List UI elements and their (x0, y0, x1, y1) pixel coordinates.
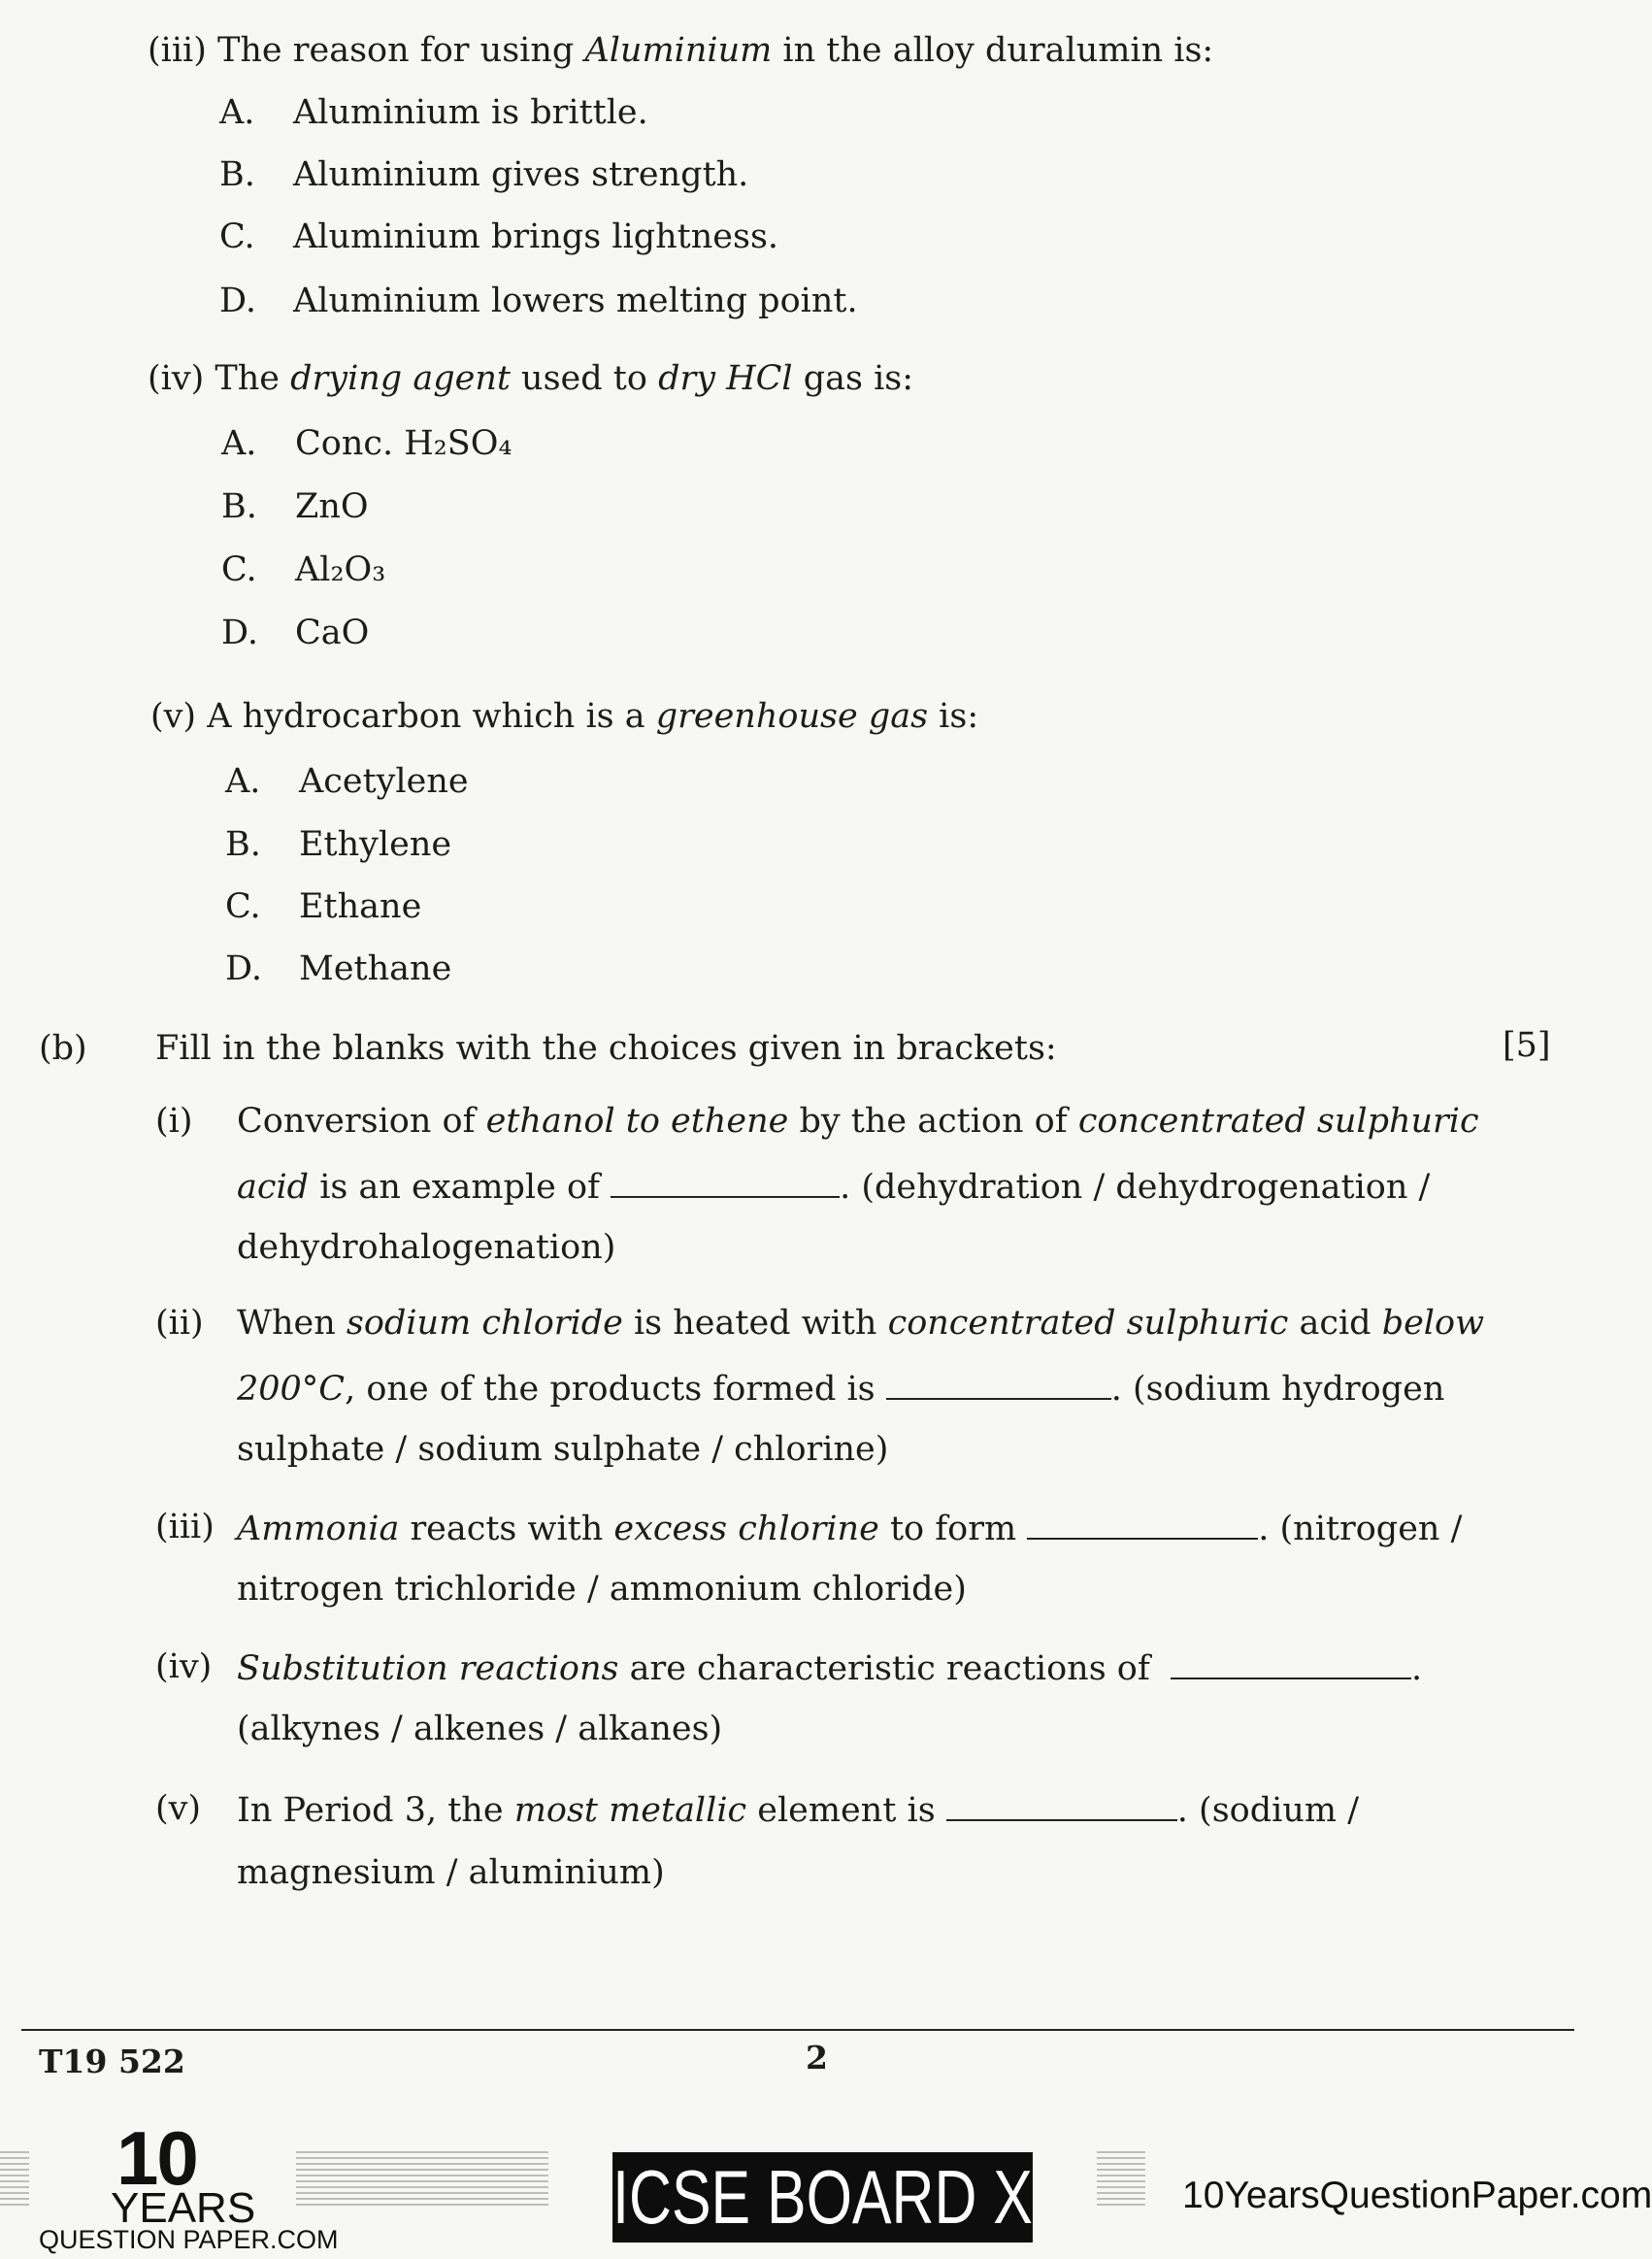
item-i-line-2 (237, 1169, 1430, 1205)
decorative-hatch (1097, 2151, 1145, 2209)
option-letter: B. (219, 155, 255, 194)
question-v (150, 697, 978, 736)
option-letter: D. (219, 282, 256, 320)
item-number: (ii) (155, 1304, 204, 1343)
stem-text: used to (510, 359, 659, 398)
option-text: Acetylene (299, 762, 469, 801)
item-emphasis: most metallic (513, 1791, 747, 1830)
answer-blank[interactable] (1027, 1511, 1258, 1540)
item-number: (i) (155, 1102, 193, 1141)
option-a (225, 762, 469, 801)
item-ii-line-3: sulphate / sodium sulphate / chlorine) (237, 1430, 889, 1469)
item-emphasis: 200°C (237, 1370, 346, 1409)
option-c (219, 217, 778, 256)
item-iii-line-1 (237, 1511, 1462, 1546)
section-b-label: (b) (39, 1029, 87, 1068)
stem-text: in the alloy duralumin is: (772, 31, 1214, 70)
stem-emphasis: drying agent (290, 359, 511, 398)
section-b-instruction: Fill in the blanks with the choices given in brackets: (155, 1029, 1057, 1068)
item-emphasis: below (1381, 1304, 1485, 1343)
item-text: is heated with (622, 1304, 888, 1343)
question-number: (iv) (148, 359, 205, 398)
item-text: acid (1288, 1304, 1382, 1343)
logo-number: 10 (116, 2115, 197, 2201)
item-text: are characteristic reactions of (618, 1649, 1161, 1688)
option-letter: A. (219, 93, 255, 132)
logo-caption: QUESTION PAPER.COM (39, 2225, 339, 2254)
item-emphasis: Ammonia (237, 1510, 400, 1548)
option-letter: D. (225, 949, 262, 988)
option-text: ZnO (295, 487, 369, 526)
item-emphasis: ethanol to ethene (485, 1102, 789, 1141)
question-stem (215, 359, 913, 398)
question-stem (217, 31, 1213, 70)
option-text: CaO (295, 614, 370, 652)
item-text: . (nitrogen / (1258, 1510, 1463, 1548)
page-number: 2 (806, 2039, 828, 2076)
item-number: (v) (155, 1789, 202, 1828)
option-letter: B. (221, 487, 257, 526)
stem-text: The reason for using (217, 31, 585, 70)
answer-blank[interactable] (886, 1371, 1111, 1400)
answer-blank[interactable] (946, 1792, 1177, 1821)
option-letter: D. (221, 614, 258, 652)
item-text: . (dehydration / dehydrogenation / (840, 1168, 1431, 1207)
stem-text: The (215, 359, 291, 398)
option-text: Conc. H₂SO₄ (295, 424, 512, 463)
option-d (221, 614, 369, 652)
banner-text: ICSE BOARD X (612, 2154, 1033, 2240)
answer-blank[interactable] (1171, 1650, 1411, 1679)
item-number: (iv) (155, 1647, 213, 1686)
item-number: (iii) (155, 1508, 215, 1546)
option-text: Methane (299, 949, 452, 988)
item-emphasis: concentrated sulphuric (1077, 1102, 1479, 1141)
option-text: Aluminium brings lightness. (293, 217, 779, 256)
item-ii-line-2 (237, 1371, 1444, 1407)
option-d (225, 949, 451, 988)
item-text: is an example of (309, 1168, 611, 1207)
item-text: reacts with (399, 1510, 614, 1548)
option-a (219, 93, 648, 132)
option-b (225, 825, 451, 864)
stem-text: A hydrocarbon which is a (207, 697, 656, 736)
item-text: . (sodium / (1176, 1791, 1359, 1830)
option-c (225, 887, 421, 926)
item-text: Conversion of (237, 1102, 486, 1141)
question-iv (148, 359, 913, 398)
option-c (221, 550, 385, 589)
item-iv-line-2: (alkynes / alkenes / alkanes) (237, 1710, 723, 1748)
item-text: to form (878, 1510, 1028, 1548)
item-text: , one of the products formed is (345, 1370, 886, 1409)
item-emphasis: concentrated sulphuric (887, 1304, 1289, 1343)
item-iii-line-2: nitrogen trichloride / ammonium chloride) (237, 1570, 967, 1609)
item-iv-line-1 (237, 1650, 1422, 1686)
item-emphasis: Substitution reactions (237, 1649, 619, 1688)
decorative-hatch (0, 2151, 29, 2209)
item-text: by the action of (788, 1102, 1078, 1141)
stem-emphasis: dry HCl (658, 359, 793, 398)
question-number: (v) (150, 697, 197, 736)
option-a (221, 424, 512, 463)
item-emphasis: sodium chloride (346, 1304, 623, 1343)
logo-years: YEARS (111, 2184, 256, 2232)
option-letter: A. (225, 762, 261, 801)
option-letter: C. (219, 217, 255, 256)
option-b (221, 487, 369, 526)
item-text: In Period 3, the (237, 1791, 514, 1830)
item-i-line-3: dehydrohalogenation) (237, 1228, 616, 1267)
item-emphasis: acid (237, 1168, 310, 1207)
answer-blank[interactable] (611, 1169, 840, 1198)
item-ii-line-1 (237, 1304, 1485, 1343)
option-d (219, 282, 858, 320)
item-v-line-1 (237, 1792, 1359, 1828)
item-text: When (237, 1304, 347, 1343)
question-iii (148, 31, 1213, 70)
item-text: element is (746, 1791, 946, 1830)
option-letter: A. (221, 424, 257, 463)
option-text: Aluminium gives strength. (293, 155, 749, 194)
stem-emphasis: greenhouse gas (655, 697, 929, 736)
option-letter: B. (225, 825, 261, 864)
option-text: Aluminium is brittle. (293, 93, 648, 132)
website-link[interactable]: 10YearsQuestionPaper.com (1182, 2175, 1652, 2216)
option-b (219, 155, 748, 194)
option-text: Aluminium lowers melting point. (293, 282, 858, 320)
item-text: . (1410, 1649, 1423, 1688)
stem-text: is: (928, 697, 979, 736)
stem-text: gas is: (792, 359, 914, 398)
option-text: Ethane (299, 887, 422, 926)
paper-code: T19 522 (39, 2043, 185, 2080)
board-banner (612, 2152, 1033, 2242)
question-number: (iii) (148, 31, 207, 70)
item-v-line-2: magnesium / aluminium) (237, 1853, 665, 1892)
footer-rule (21, 2029, 1574, 2031)
decorative-hatch (296, 2151, 548, 2209)
option-letter: C. (221, 550, 257, 589)
question-stem (207, 697, 978, 736)
item-i-line-1 (237, 1102, 1479, 1141)
option-text: Al₂O₃ (295, 550, 386, 589)
option-letter: C. (225, 887, 261, 926)
item-emphasis: excess chlorine (613, 1510, 879, 1548)
marks-label: [5] (1503, 1026, 1551, 1065)
stem-emphasis: Aluminium (584, 31, 773, 70)
item-text: . (sodium hydrogen (1110, 1370, 1445, 1409)
option-text: Ethylene (299, 825, 452, 864)
